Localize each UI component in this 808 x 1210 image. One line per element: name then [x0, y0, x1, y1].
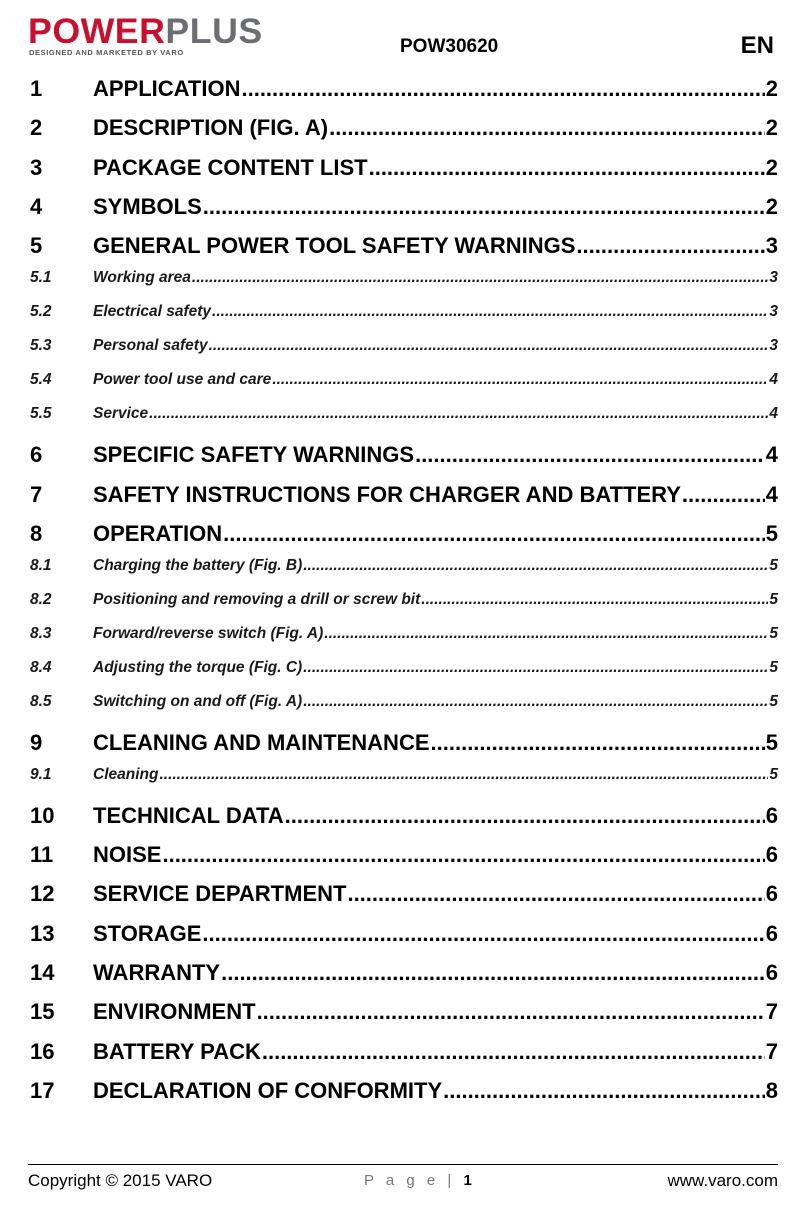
toc-leader-dots — [203, 194, 765, 220]
toc-entry-number: 16 — [30, 1038, 55, 1064]
toc-entry-number: 5.5 — [30, 405, 52, 423]
toc-entry[interactable] — [30, 194, 778, 220]
toc-leader-dots — [421, 591, 768, 609]
toc-entry-number: 1 — [30, 76, 43, 101]
toc-entry-number: 8 — [30, 520, 43, 546]
toc-entry[interactable] — [30, 303, 778, 321]
toc-leader-dots — [257, 999, 765, 1025]
toc-entry-page: 5 — [765, 729, 778, 755]
toc-entry-title: TECHNICAL DATA — [93, 802, 284, 828]
toc-entry-title: SPECIFIC SAFETY WARNINGS — [93, 442, 415, 468]
copyright-text: Copyright © 2015 VARO — [28, 1171, 213, 1190]
toc-entry[interactable] — [30, 921, 778, 947]
toc-entry-page: 4 — [765, 481, 778, 507]
toc-entry-title: Positioning and removing a drill or screw bit — [93, 590, 421, 608]
toc-entry[interactable] — [30, 766, 778, 784]
toc-entry-number: 8.3 — [30, 624, 52, 642]
toc-leader-dots — [159, 766, 768, 784]
toc-leader-dots — [192, 269, 768, 287]
page-footer — [28, 1164, 778, 1195]
toc-entry-title: APPLICATION — [93, 76, 241, 101]
toc-entry-title: WARRANTY — [93, 960, 221, 985]
toc-entry-number: 5 — [30, 233, 43, 259]
toc-entry-title: PACKAGE CONTENT LIST — [93, 154, 368, 180]
toc-entry-page: 2 — [765, 154, 778, 180]
toc-entry[interactable] — [30, 842, 778, 868]
logo-tagline: DESIGNED AND MARKETED BY VARO — [29, 48, 184, 57]
toc-entry-page: 6 — [765, 960, 778, 985]
toc-leader-dots — [149, 405, 768, 423]
toc-entry-page: 5 — [769, 624, 778, 642]
toc-leader-dots — [682, 482, 765, 508]
toc-leader-dots — [202, 921, 764, 947]
toc-entry-number: 9.1 — [30, 765, 52, 783]
toc-entry[interactable] — [30, 269, 778, 287]
toc-entry-page: 2 — [765, 115, 778, 141]
toc-leader-dots — [303, 557, 768, 575]
page-label: P a g e | — [364, 1172, 456, 1189]
toc-entry[interactable] — [30, 999, 778, 1025]
toc-leader-dots — [347, 881, 764, 907]
toc-entry-title: Working area — [93, 269, 191, 287]
toc-entry-title: Electrical safety — [93, 303, 212, 321]
toc-entry-page: 6 — [765, 920, 778, 946]
toc-entry-page: 5 — [769, 765, 778, 783]
toc-entry[interactable] — [30, 730, 778, 756]
toc-leader-dots — [324, 625, 768, 643]
logo-text-power: POWER — [28, 12, 166, 51]
toc-entry-title: Power tool use and care — [93, 371, 272, 389]
toc-entry-title: STORAGE — [93, 920, 202, 946]
toc-leader-dots — [241, 76, 764, 102]
toc-entry-page: 3 — [765, 233, 778, 259]
toc-leader-dots — [576, 233, 764, 259]
toc-entry[interactable] — [30, 659, 778, 677]
toc-leader-dots — [212, 303, 768, 321]
toc-entry-title: DESCRIPTION (FIG. A) — [93, 115, 329, 141]
toc-entry-page: 3 — [769, 303, 778, 321]
toc-entry-page: 4 — [765, 442, 778, 468]
toc-entry-number: 5.2 — [30, 303, 52, 321]
toc-entry-page: 5 — [769, 658, 778, 676]
toc-leader-dots — [303, 659, 768, 677]
toc-entry-title: SAFETY INSTRUCTIONS FOR CHARGER AND BATTERY — [93, 481, 681, 507]
toc-entry-title: DECLARATION OF CONFORMITY — [93, 1077, 443, 1103]
toc-entry-title: OPERATION — [93, 520, 223, 546]
toc-entry-title: Service — [93, 405, 149, 423]
toc-entry[interactable] — [30, 337, 778, 355]
toc-entry-page: 5 — [769, 556, 778, 574]
toc-entry-title: SYMBOLS — [93, 193, 202, 219]
toc-entry-page: 6 — [765, 802, 778, 828]
toc-entry-title: SERVICE DEPARTMENT — [93, 881, 347, 907]
toc-entry-page: 4 — [769, 405, 778, 423]
page-indicator — [364, 1172, 472, 1189]
toc-leader-dots — [221, 960, 765, 986]
website-link[interactable]: www.varo.com — [667, 1171, 778, 1190]
toc-entry-number: 13 — [30, 920, 55, 946]
toc-leader-dots — [262, 1039, 765, 1065]
toc-entry-number: 14 — [30, 960, 55, 985]
toc-entry[interactable] — [30, 1039, 778, 1065]
toc-entry[interactable] — [30, 521, 778, 547]
toc-entry-page: 6 — [765, 842, 778, 868]
toc-entry-page: 7 — [765, 1038, 778, 1064]
toc-entry[interactable] — [30, 442, 778, 468]
toc-entry-page: 5 — [769, 692, 778, 710]
toc-entry-number: 17 — [30, 1077, 55, 1103]
toc-entry-page: 2 — [765, 76, 778, 101]
toc-leader-dots — [162, 842, 764, 868]
toc-entry-title: CLEANING AND MAINTENANCE — [93, 729, 430, 755]
toc-entry-title: Forward/reverse switch (Fig. A) — [93, 624, 324, 642]
toc-entry-page: 4 — [769, 371, 778, 389]
toc-leader-dots — [431, 730, 765, 756]
toc-entry-number: 2 — [30, 115, 43, 141]
toc-entry[interactable] — [30, 557, 778, 575]
toc-leader-dots — [369, 155, 765, 181]
toc-entry-title: Cleaning — [93, 765, 159, 783]
toc-entry[interactable] — [30, 591, 778, 609]
toc-entry-number: 9 — [30, 729, 43, 755]
toc-leader-dots — [329, 115, 765, 141]
toc-entry-number: 8.5 — [30, 692, 52, 710]
toc-entry-page: 2 — [765, 193, 778, 219]
toc-entry[interactable] — [30, 625, 778, 643]
toc-entry-number: 11 — [30, 842, 54, 868]
toc-entry-number: 8.4 — [30, 658, 52, 676]
toc-entry-title: NOISE — [93, 842, 162, 868]
toc-entry-page: 6 — [765, 881, 778, 907]
toc-entry[interactable] — [30, 960, 778, 986]
toc-entry-title: Personal safety — [93, 337, 208, 355]
toc-entry[interactable] — [30, 1078, 778, 1104]
toc-entry-number: 12 — [30, 881, 55, 907]
page-header — [28, 14, 778, 60]
toc-entry-title: Switching on and off (Fig. A) — [93, 692, 303, 710]
toc-entry[interactable] — [30, 371, 778, 389]
toc-entry-number: 5.4 — [30, 371, 52, 389]
toc-entry-number: 5.1 — [30, 269, 52, 287]
toc-entry-title: BATTERY PACK — [93, 1038, 261, 1064]
model-number: POW30620 — [400, 36, 499, 57]
toc-entry-title: GENERAL POWER TOOL SAFETY WARNINGS — [93, 233, 576, 259]
toc-entry-number: 15 — [30, 999, 55, 1025]
toc-entry-page: 5 — [765, 520, 778, 546]
toc-entry-number: 8.2 — [30, 590, 52, 608]
toc-leader-dots — [303, 693, 768, 711]
toc-entry-number: 7 — [30, 481, 43, 507]
toc-entry[interactable] — [30, 693, 778, 711]
toc-entry[interactable] — [30, 803, 778, 829]
toc-entry[interactable] — [30, 155, 778, 181]
logo-text-plus: PLUS — [165, 12, 263, 51]
toc-entry-title: ENVIRONMENT — [93, 999, 256, 1025]
toc-entry-number: 3 — [30, 154, 43, 180]
toc-leader-dots — [223, 521, 765, 547]
toc-leader-dots — [209, 337, 769, 355]
toc-entry[interactable] — [30, 405, 778, 423]
toc-leader-dots — [272, 371, 768, 389]
toc-entry-number: 6 — [30, 442, 43, 468]
toc-entry[interactable] — [30, 115, 778, 141]
toc-entry-page: 7 — [765, 999, 778, 1025]
toc-entry[interactable] — [30, 881, 778, 907]
language-code: EN — [740, 32, 774, 59]
toc-entry-number: 8.1 — [30, 556, 52, 574]
toc-entry-title: Charging the battery (Fig. B) — [93, 556, 303, 574]
toc-entry-number: 4 — [30, 193, 43, 219]
toc-leader-dots — [415, 442, 765, 468]
toc-entry-page: 3 — [769, 337, 778, 355]
toc-entry-page: 8 — [765, 1077, 778, 1103]
toc-entry-title: Adjusting the torque (Fig. C) — [93, 658, 303, 676]
toc-entry-number: 10 — [30, 802, 55, 828]
toc-entry-page: 5 — [769, 590, 778, 608]
toc-entry[interactable] — [30, 482, 778, 508]
toc-entry-page: 3 — [769, 269, 778, 287]
powerplus-logo — [28, 14, 308, 60]
page-number: 1 — [463, 1172, 472, 1189]
toc-entry[interactable] — [30, 233, 778, 259]
toc-leader-dots — [285, 803, 765, 829]
toc-leader-dots — [443, 1078, 765, 1104]
toc-entry[interactable] — [30, 76, 778, 102]
toc-entry-number: 5.3 — [30, 337, 52, 355]
